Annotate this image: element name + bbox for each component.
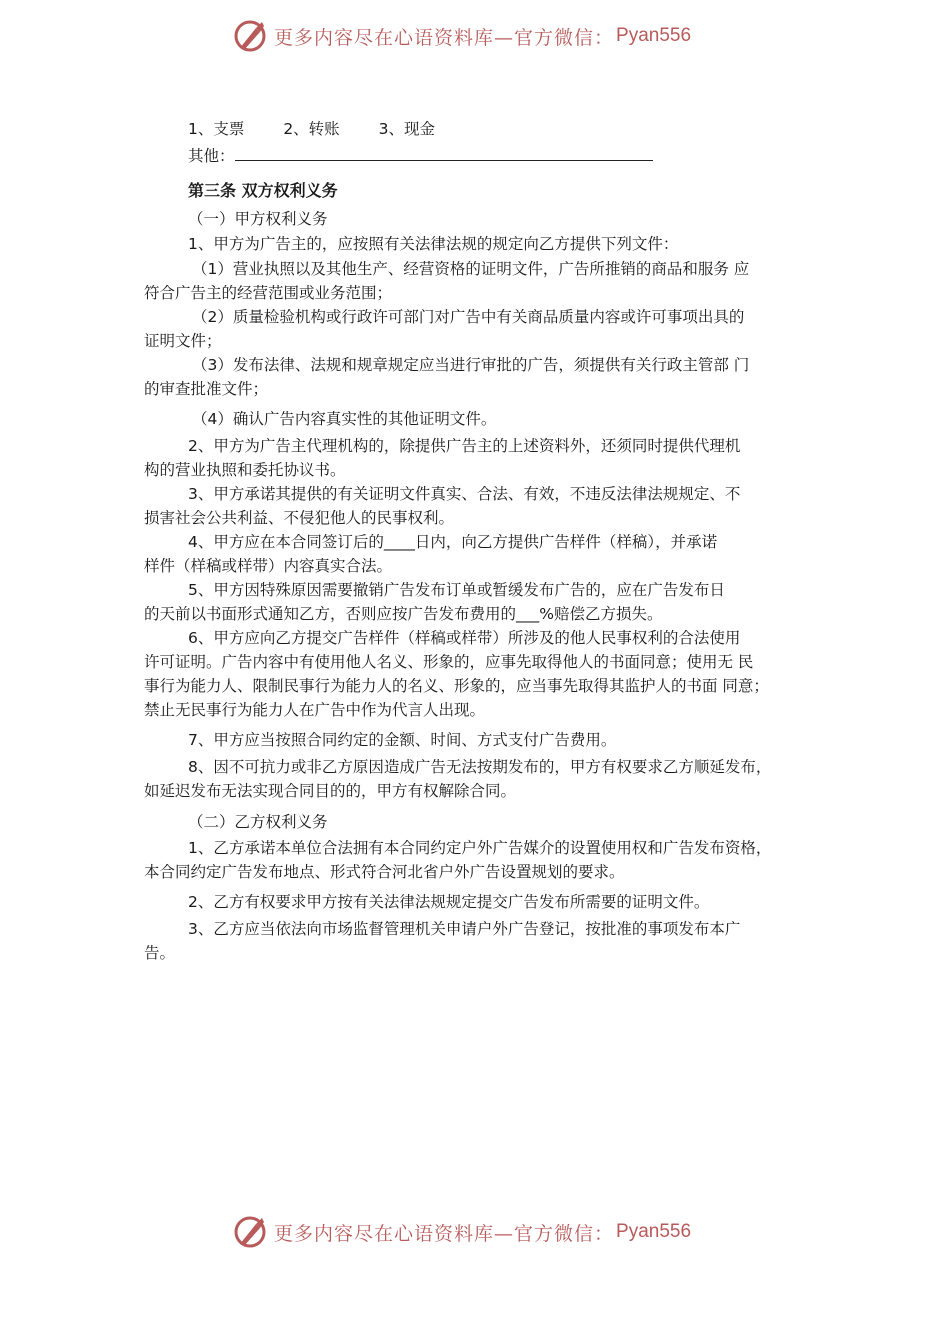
paragraph-line: 禁止无民事行为能力人在广告中作为代言人出现。 — [144, 701, 486, 719]
paragraph-line: 6、甲方应向乙方提交广告样件（样稿或样带）所涉及的他人民事权利的合法使用 — [188, 629, 741, 647]
other-blank-line — [235, 142, 653, 161]
paragraph-line: 4、甲方应在本合同签订后的____日内，向乙方提供广告样件（样稿），并承诺 — [188, 533, 718, 551]
paragraph-line: 8、因不可抗力或非乙方原因造成广告无法按期发布的，甲方有权要求乙方顺延发布， — [188, 758, 772, 776]
payment-option: 2、转账 — [283, 120, 340, 138]
paragraph-line: （3）发布法律、法规和规章规定应当进行审批的广告，须提供有关行政主管部 门 — [192, 356, 750, 374]
paragraph-line: 1、甲方为广告主的，应按照有关法律法规的规定向乙方提供下列文件： — [188, 235, 679, 253]
watermark-text: 更多内容尽在心语资料库—官方微信： — [274, 1222, 615, 1245]
paragraph-line: 构的营业执照和委托协议书。 — [144, 461, 346, 479]
paragraph-line: 的审查批准文件； — [144, 380, 269, 398]
section-title: （一）甲方权利义务 — [188, 210, 328, 228]
paragraph-line: 2、乙方有权要求甲方按有关法律法规规定提交广告发布所需要的证明文件。 — [188, 893, 710, 911]
header-watermark — [232, 16, 752, 56]
paragraph-line: （2）质量检验机构或行政许可部门对广告中有关商品质量内容或许可事项出具的 — [192, 308, 745, 326]
other-label: 其他： — [188, 147, 235, 165]
watermark-text: 更多内容尽在心语资料库—官方微信： — [274, 26, 615, 49]
paragraph-line: 许可证明。广告内容中有使用他人名义、形象的，应事先取得他人的书面同意；使用无 民 — [144, 653, 754, 671]
paragraph-line: 3、甲方承诺其提供的有关证明文件真实、合法、有效，不违反法律法规规定、不 — [188, 485, 741, 503]
paragraph-line: （1）营业执照以及其他生产、经营资格的证明文件，广告所推销的商品和服务 应 — [192, 260, 750, 278]
watermark-wechat-id: Pyan556 — [616, 1221, 692, 1242]
paragraph-line: 3、乙方应当依法向市场监督管理机关申请户外广告登记，按批准的事项发布本广 — [188, 920, 741, 938]
watermark-wechat-id: Pyan556 — [616, 25, 692, 46]
paragraph-line: 5、甲方因特殊原因需要撤销广告发布订单或暂缓发布广告的，应在广告发布日 — [188, 581, 725, 599]
paragraph-line: 的天前以书面形式通知乙方，否则应按广告发布费用的___%赔偿乙方损失。 — [144, 605, 663, 623]
paragraph-line: （4）确认广告内容真实性的其他证明文件。 — [192, 410, 497, 428]
payment-options — [188, 117, 469, 141]
payment-other — [188, 142, 653, 168]
paragraph-line: 本合同约定广告发布地点、形式符合河北省户外广告设置规划的要求。 — [144, 863, 625, 881]
paragraph-line: 样件（样稿或样带）内容真实合法。 — [144, 557, 393, 575]
paragraph-line: 7、甲方应当按照合同约定的金额、时间、方式支付广告费用。 — [188, 731, 617, 749]
paragraph-line: 1、乙方承诺本单位合法拥有本合同约定户外广告媒介的设置使用权和广告发布资格， — [188, 839, 772, 857]
paragraph-line: 如延迟发布无法实现合同目的的，甲方有权解除合同。 — [144, 782, 517, 800]
payment-option: 1、支票 — [188, 120, 245, 138]
paragraph-line: 证明文件； — [144, 332, 222, 350]
section-title: （二）乙方权利义务 — [188, 813, 328, 831]
paragraph-line: 事行为能力人、限制民事行为能力人的名义、形象的，应当事先取得其监护人的书面 同意； — [144, 677, 769, 695]
pen-logo-icon — [232, 18, 268, 54]
footer-watermark — [232, 1212, 752, 1252]
paragraph-line: 损害社会公共利益、不侵犯他人的民事权利。 — [144, 509, 455, 527]
paragraph-line: 2、甲方为广告主代理机构的，除提供广告主的上述资料外，还须同时提供代理机 — [188, 437, 741, 455]
payment-option: 3、现金 — [378, 120, 435, 138]
article-heading: 第三条 双方权利义务 — [188, 181, 338, 200]
paragraph-line: 告。 — [144, 944, 176, 962]
pen-logo-icon — [232, 1214, 268, 1250]
paragraph-line: 符合广告主的经营范围或业务范围； — [144, 284, 393, 302]
